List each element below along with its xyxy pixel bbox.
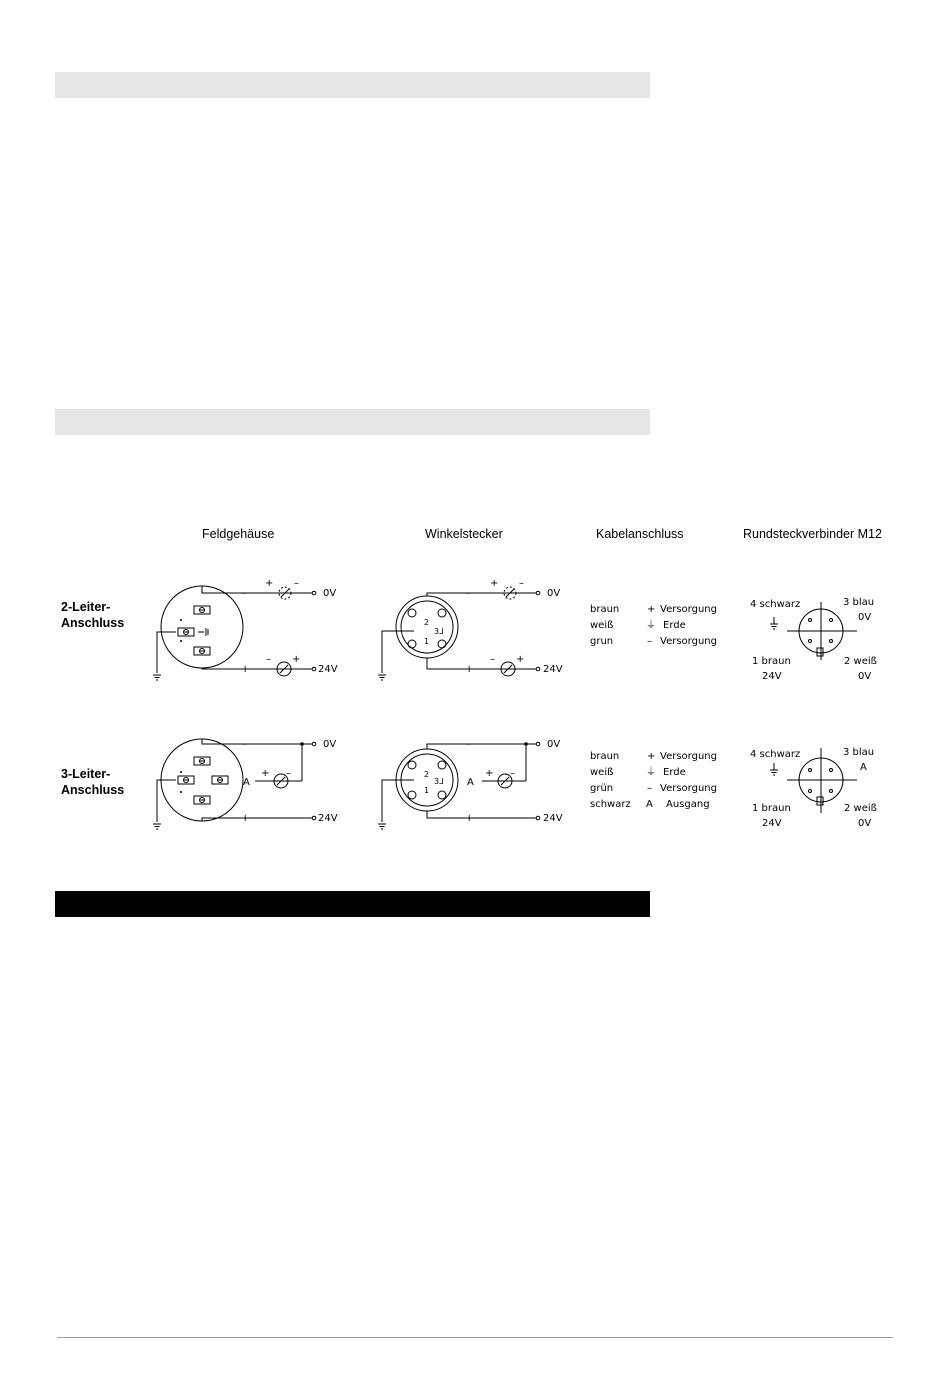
label-0v: 0V: [547, 739, 561, 750]
m12-pin2-value: 0V: [858, 671, 872, 682]
cable-color: grun: [590, 636, 614, 647]
m12-pin3-value: A: [860, 762, 867, 773]
label-minus: –: [242, 588, 247, 599]
label-minus: –: [519, 578, 524, 589]
cable-function: Versorgung: [660, 751, 717, 762]
winkelstecker-2wire: [378, 587, 540, 680]
feldgehaeuse-2wire: [153, 586, 316, 680]
label-0v: 0V: [323, 588, 337, 599]
label-plus: +: [465, 813, 474, 824]
cable-function: Versorgung: [660, 636, 717, 647]
diagram-labels: [241, 578, 877, 829]
label-plus: +: [490, 578, 499, 589]
label-0v: 0V: [323, 739, 337, 750]
cable-color: schwarz: [590, 799, 631, 810]
label-24v: 24V: [543, 664, 563, 675]
m12-pin1: 1 braun: [752, 803, 791, 814]
m12-pin1: 1 braun: [752, 656, 791, 667]
pin-label-1: 1: [424, 786, 430, 795]
cable-color: braun: [590, 751, 620, 762]
feldgehaeuse-3wire: [153, 739, 316, 829]
label-0v: 0V: [547, 588, 561, 599]
label-24v: 24V: [318, 813, 338, 824]
winkelstecker-3wire: [378, 742, 540, 829]
m12-connector-2wire: [770, 602, 857, 660]
label-plus: +: [485, 768, 494, 779]
cable-function: Erde: [663, 620, 686, 631]
pin-label-3: 3⅃: [434, 627, 444, 636]
label-minus: –: [466, 588, 471, 599]
pin-label-3: 3⅃: [434, 777, 444, 786]
label-minus: –: [510, 768, 515, 779]
label-minus: –: [490, 654, 495, 665]
label-minus: –: [242, 739, 247, 750]
column-heading-rundsteck: Rundsteckverbinder M12: [743, 527, 882, 541]
label-minus: –: [266, 654, 271, 665]
label-output-a: A: [467, 777, 474, 788]
pin-label-2: 2: [424, 770, 430, 779]
cable-function: Versorgung: [660, 783, 717, 794]
m12-pin2: 2 weiß: [844, 656, 877, 667]
cable-sign: +: [647, 604, 656, 615]
m12-pin3-value: 0V: [858, 612, 872, 623]
label-plus: +: [265, 578, 274, 589]
label-minus: –: [294, 578, 299, 589]
label-output-a: A: [243, 777, 250, 788]
row-heading-three-wire: 3-Leiter- Anschluss: [61, 767, 125, 797]
label-24v: 24V: [318, 664, 338, 675]
pin-label-1: 1: [424, 637, 430, 646]
label-minus: –: [286, 768, 291, 779]
column-heading-kabelanschluss: Kabelanschluss: [596, 527, 684, 541]
cable-sign: ⏚: [646, 767, 656, 778]
label-24v: 24V: [543, 813, 563, 824]
m12-pin1-value: 24V: [762, 671, 782, 682]
label-minus: –: [466, 739, 471, 750]
m12-pin1-value: 24V: [762, 818, 782, 829]
cable-color: weiß: [590, 767, 614, 778]
cable-color: grün: [590, 783, 614, 794]
label-plus: +: [465, 664, 474, 675]
label-plus: +: [516, 654, 525, 665]
label-plus: +: [261, 768, 270, 779]
m12-pin4: 4 schwarz: [750, 749, 801, 760]
cable-sign: –: [647, 636, 652, 647]
cable-sign: +: [647, 751, 656, 762]
row-heading-two-wire: 2-Leiter- Anschluss: [61, 600, 125, 630]
column-heading-winkelstecker: Winkelstecker: [425, 527, 503, 541]
m12-pin2-value: 0V: [858, 818, 872, 829]
cable-function: Erde: [663, 767, 686, 778]
cable-sign: A: [646, 799, 653, 810]
footer-rule: [57, 1337, 893, 1338]
cable-function: Ausgang: [666, 799, 710, 810]
cable-sign: ⏚: [646, 620, 656, 631]
cable-color: weiß: [590, 620, 614, 631]
m12-pin3: 3 blau: [843, 747, 875, 758]
column-heading-feldgehaeuse: Feldgehäuse: [202, 527, 275, 541]
m12-pin2: 2 weiß: [844, 803, 877, 814]
pin-label-2: 2: [424, 618, 430, 627]
label-plus: +: [241, 813, 250, 824]
m12-pin4: 4 schwarz: [750, 599, 801, 610]
cable-color: braun: [590, 604, 620, 615]
label-plus: +: [241, 664, 250, 675]
cable-sign: –: [647, 783, 652, 794]
cable-function: Versorgung: [660, 604, 717, 615]
m12-pin3: 3 blau: [843, 597, 875, 608]
label-plus: +: [292, 654, 301, 665]
